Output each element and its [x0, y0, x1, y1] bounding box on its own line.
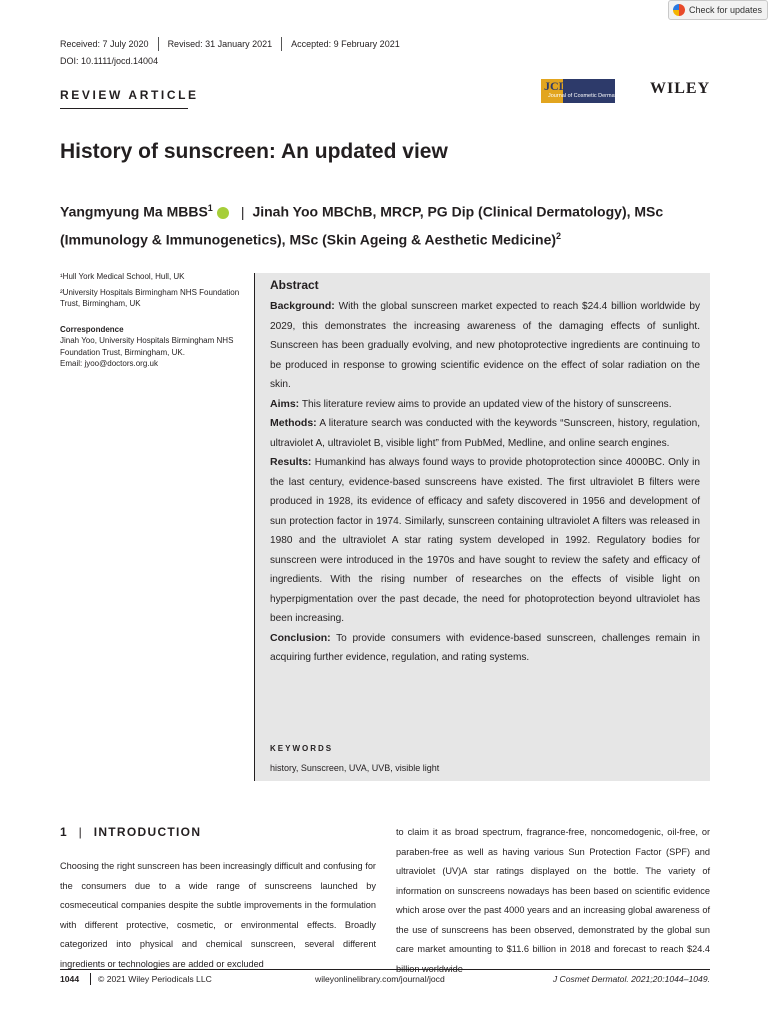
copyright: © 2021 Wiley Periodicals LLC: [98, 974, 212, 984]
author-2-degrees: (Immunology & Immunogenetics), MSc (Skin Ageing & Aesthetic Medicine): [60, 231, 557, 248]
publisher-logo: WILEY: [650, 80, 711, 97]
abstract-box: [254, 273, 710, 781]
affiliation-1: ¹Hull York Medical School, Hull, UK: [60, 272, 185, 281]
abstract-aims: Aims: This literature review aims to provide an updated view of the history of sunscreens.: [270, 397, 672, 410]
author-1-affil: 1: [207, 203, 213, 213]
methods-label: Methods:: [270, 417, 317, 429]
conclusion-label: Conclusion:: [270, 631, 331, 644]
received-date: Received: 7 July 2020: [60, 39, 149, 49]
background-label: Background:: [270, 300, 335, 312]
affiliations: [60, 271, 250, 374]
correspondence-label: Correspondence: [60, 324, 124, 334]
section-number: 1: [60, 825, 68, 839]
orcid-icon[interactable]: [217, 207, 229, 219]
intro-column-1: Choosing the right sunscreen has been increasingly difficult and confusing for the consumers due to a wide range of sunscreens launched by cosmeceutical companies despite the subtle improvements in the formulation with different protective, cosmetic, or environmental effects. Broadly categorized into physical and chemical sunscreen, several different ingredients or technologies are added or excluded: [60, 861, 376, 969]
journal-url[interactable]: wileyonlinelibrary.com/journal/jocd: [315, 974, 445, 984]
page-number: 1044: [60, 974, 80, 984]
article-type: REVIEW ARTICLE: [60, 88, 199, 102]
affiliation-2: ²University Hospitals Birmingham NHS Foundation Trust, Birmingham, UK: [60, 287, 240, 308]
abstract-methods: Methods: A literature search was conducted with the keywords “Sunscreen, history, regulation, ultraviolet A, ultraviolet B, visible light” from PubMed, Medline, and online search engines.: [270, 417, 700, 449]
divider: [60, 969, 710, 970]
doi[interactable]: DOI: 10.1111/jocd.14004: [60, 56, 159, 66]
abstract-results: Results: Humankind has always found ways to provide photoprotection since 4000BC. Only in the last century, evidence-based sunscreens have existed. The first ultraviolet B filters were produced in 1928, its evidence of efficacy and safety discovered in 1956 and development of sun protection factor in 1974. Similarly, sunscreen containing ultraviolet A filters was released in 1980 and the ultraviolet A star rating system developed in 1992. Regulatory bodies for sunscreen were introduced in the 1970s and have sought to review the safety and efficacy of ingredients. With the rising number of researches on the effects of visible light on hyperpigmentation over the past decade, the need for photoprotection beyond ultraviolet has been increasing.: [270, 456, 700, 624]
divider: [158, 37, 159, 51]
citation: J Cosmet Dermatol. 2021;20:1044–1049.: [552, 974, 710, 984]
divider: [60, 108, 188, 109]
journal-name: Journal of Cosmetic Dermatology: [548, 93, 630, 99]
crossmark-icon: [673, 4, 685, 16]
divider: [254, 273, 255, 781]
correspondence-text: Jinah Yoo, University Hospitals Birmingham NHS Foundation Trust, Birmingham, UK.: [60, 336, 234, 357]
section-heading: 1 | INTRODUCTION: [60, 825, 202, 839]
article-dates: [60, 37, 400, 51]
author-1[interactable]: Yangmyung Ma MBBS: [60, 203, 208, 220]
correspondence-email[interactable]: Email: jyoo@doctors.org.uk: [60, 359, 158, 368]
author-2-affil: 2: [556, 230, 562, 241]
abstract-body: [270, 297, 700, 668]
revised-date: Revised: 31 January 2021: [167, 39, 273, 49]
author-separator: |: [240, 203, 245, 220]
accepted-date: Accepted: 9 February 2021: [291, 39, 400, 49]
keywords-label: KEYWORDS: [270, 744, 334, 753]
intro-column-2: to claim it as broad spectrum, fragrance-free, noncomedogenic, oil-free, or paraben-free as well as having various Sun Protection Factor (SPF) and ultraviolet (UV)A star ratings displayed on the bottle. The variety of information on sunscreens nowadays has been based on scientific evidence which arose over the past 4000 years and an increasing global awareness of the use of sunscreens has been observed, demonstrated by the global sun care market amounting to $11.6 billion in 2018 and forecast to reach $24.4: [396, 827, 710, 954]
section-title: INTRODUCTION: [93, 825, 202, 839]
journal-logo: [541, 79, 630, 103]
abstract-conclusion: Conclusion: To provide consumers with evidence-based sunscreen, challenges remain in acquiring further evidence, regulation, and rating systems.: [270, 631, 700, 663]
check-for-updates-button[interactable]: [668, 0, 768, 20]
results-label: Results:: [270, 456, 312, 468]
journal-abbr: JCD: [544, 79, 568, 93]
divider: [90, 973, 91, 985]
author-2[interactable]: Jinah Yoo MBChB, MRCP, PG Dip (Clinical Dermatology), MSc: [252, 203, 664, 220]
divider: [281, 37, 282, 51]
abstract-background: Background: With the global sunscreen market expected to reach $24.4 billion worldwide by 2029, this demonstrates the increasing awareness of the damaging effects of sunlight. Sunscreen has been gradually evolving, and new photoprotective ingredients are continuing to be produced in response to growing scientific evidence on the effect of solar radiation on the skin.: [270, 300, 701, 390]
keywords: history, Sunscreen, UVA, UVB, visible light: [270, 763, 440, 773]
paper-title: History of sunscreen: An updated view: [60, 140, 448, 163]
aims-label: Aims:: [270, 397, 300, 410]
check-for-updates-label: Check for updates: [689, 5, 763, 15]
abstract-heading: Abstract: [270, 278, 319, 292]
author-list: [60, 196, 710, 251]
